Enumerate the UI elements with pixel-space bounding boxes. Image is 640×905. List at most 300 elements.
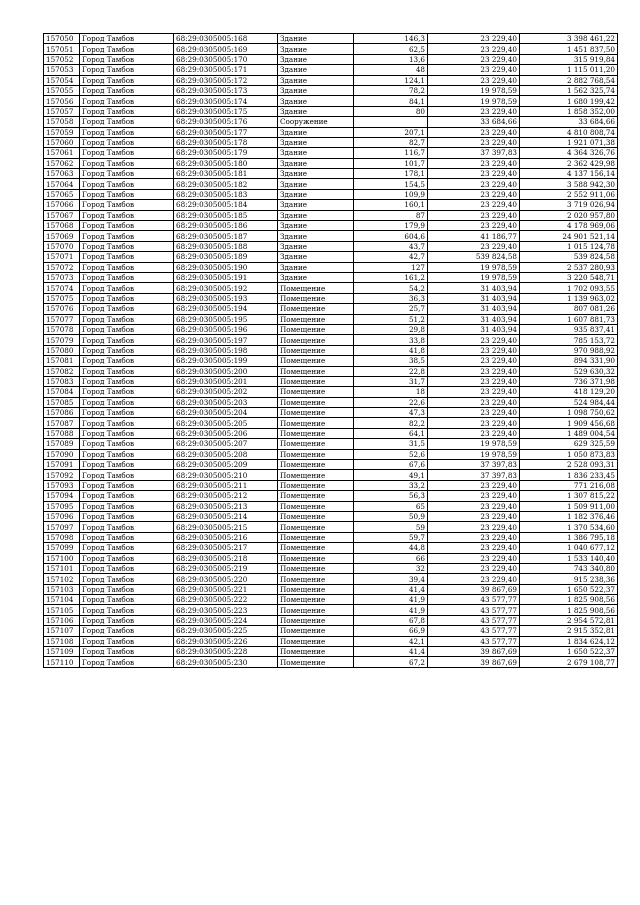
cadastral-value-cell: 2 528 093,31 — [520, 460, 618, 470]
locality-cell: Город Тамбов — [80, 75, 174, 85]
row-id-cell: 157096 — [44, 511, 80, 521]
cadastral-number-cell: 68:29:0305005:213 — [174, 501, 278, 511]
cadastral-number-cell: 68:29:0305005:177 — [174, 127, 278, 137]
area-cell: 22,8 — [354, 366, 428, 376]
locality-cell: Город Тамбов — [80, 335, 174, 345]
locality-cell: Город Тамбов — [80, 324, 174, 334]
locality-cell: Город Тамбов — [80, 543, 174, 553]
locality-cell: Город Тамбов — [80, 189, 174, 199]
row-id-cell: 157110 — [44, 657, 80, 667]
table-row — [44, 460, 618, 470]
cadastral-value-cell: 4 178 969,06 — [520, 221, 618, 231]
unit-value-cell: 31 403,94 — [428, 324, 520, 334]
area-cell: 33,8 — [354, 335, 428, 345]
area-cell: 67,6 — [354, 460, 428, 470]
unit-value-cell: 23 229,40 — [428, 127, 520, 137]
object-type-cell: Помещение — [278, 304, 354, 314]
cadastral-number-cell: 68:29:0305005:194 — [174, 304, 278, 314]
cadastral-value-cell: 3 719 026,94 — [520, 200, 618, 210]
cadastral-number-cell: 68:29:0305005:230 — [174, 657, 278, 667]
table-row — [44, 387, 618, 397]
object-type-cell: Помещение — [278, 532, 354, 542]
cadastral-number-cell: 68:29:0305005:193 — [174, 293, 278, 303]
row-id-cell: 157066 — [44, 200, 80, 210]
cadastral-value-cell: 2 882 768,54 — [520, 75, 618, 85]
unit-value-cell: 23 229,40 — [428, 397, 520, 407]
cadastral-number-cell: 68:29:0305005:226 — [174, 636, 278, 646]
object-type-cell: Помещение — [278, 335, 354, 345]
cadastral-number-cell: 68:29:0305005:212 — [174, 491, 278, 501]
cadastral-number-cell: 68:29:0305005:196 — [174, 324, 278, 334]
area-cell — [354, 117, 428, 127]
object-type-cell: Здание — [278, 34, 354, 44]
area-cell: 80 — [354, 106, 428, 116]
row-id-cell: 157092 — [44, 470, 80, 480]
row-id-cell: 157085 — [44, 397, 80, 407]
unit-value-cell: 23 229,40 — [428, 65, 520, 75]
object-type-cell: Здание — [278, 169, 354, 179]
locality-cell: Город Тамбов — [80, 428, 174, 438]
locality-cell: Город Тамбов — [80, 563, 174, 573]
locality-cell: Город Тамбов — [80, 345, 174, 355]
area-cell: 18 — [354, 387, 428, 397]
cadastral-number-cell: 68:29:0305005:210 — [174, 470, 278, 480]
cadastral-value-cell: 2 954 572,81 — [520, 615, 618, 625]
locality-cell: Город Тамбов — [80, 470, 174, 480]
area-cell: 56,3 — [354, 491, 428, 501]
area-cell: 161,2 — [354, 272, 428, 282]
object-type-cell: Помещение — [278, 283, 354, 293]
object-type-cell: Помещение — [278, 428, 354, 438]
object-type-cell: Помещение — [278, 324, 354, 334]
table-row — [44, 179, 618, 189]
object-type-cell: Здание — [278, 189, 354, 199]
row-id-cell: 157071 — [44, 252, 80, 262]
cadastral-value-cell: 1 489 004,54 — [520, 428, 618, 438]
area-cell: 127 — [354, 262, 428, 272]
object-type-cell: Здание — [278, 85, 354, 95]
area-cell: 41,8 — [354, 345, 428, 355]
object-type-cell: Помещение — [278, 408, 354, 418]
unit-value-cell: 23 229,40 — [428, 75, 520, 85]
table-row — [44, 376, 618, 386]
table-row — [44, 262, 618, 272]
cadastral-value-cell: 3 398 461,22 — [520, 34, 618, 44]
object-type-cell: Здание — [278, 241, 354, 251]
cadastral-value-cell: 2 020 957,80 — [520, 210, 618, 220]
object-type-cell: Сооружение — [278, 117, 354, 127]
unit-value-cell: 23 229,40 — [428, 241, 520, 251]
table-row — [44, 65, 618, 75]
cadastral-value-cell: 736 371,98 — [520, 376, 618, 386]
cadastral-number-cell: 68:29:0305005:192 — [174, 283, 278, 293]
cadastral-number-cell: 68:29:0305005:171 — [174, 65, 278, 75]
cadastral-value-cell: 1 098 750,62 — [520, 408, 618, 418]
cadastral-value-cell: 2 362 429,98 — [520, 158, 618, 168]
locality-cell: Город Тамбов — [80, 314, 174, 324]
cadastral-value-cell: 1 386 795,18 — [520, 532, 618, 542]
object-type-cell: Здание — [278, 262, 354, 272]
object-type-cell: Помещение — [278, 626, 354, 636]
table-row — [44, 428, 618, 438]
object-type-cell: Помещение — [278, 543, 354, 553]
locality-cell: Город Тамбов — [80, 647, 174, 657]
row-id-cell: 157077 — [44, 314, 80, 324]
unit-value-cell: 43 577,77 — [428, 626, 520, 636]
area-cell: 47,3 — [354, 408, 428, 418]
cadastral-number-cell: 68:29:0305005:189 — [174, 252, 278, 262]
locality-cell: Город Тамбов — [80, 96, 174, 106]
unit-value-cell: 39 867,69 — [428, 584, 520, 594]
unit-value-cell: 23 229,40 — [428, 356, 520, 366]
area-cell: 67,8 — [354, 615, 428, 625]
cadastral-number-cell: 68:29:0305005:195 — [174, 314, 278, 324]
unit-value-cell: 37 397,83 — [428, 148, 520, 158]
locality-cell: Город Тамбов — [80, 85, 174, 95]
row-id-cell: 157084 — [44, 387, 80, 397]
cadastral-number-cell: 68:29:0305005:217 — [174, 543, 278, 553]
object-type-cell: Здание — [278, 210, 354, 220]
area-cell: 604,6 — [354, 231, 428, 241]
locality-cell: Город Тамбов — [80, 460, 174, 470]
cadastral-value-cell: 1 825 908,56 — [520, 605, 618, 615]
object-type-cell: Помещение — [278, 376, 354, 386]
table-row — [44, 657, 618, 667]
cadastral-value-cell: 2 552 911,06 — [520, 189, 618, 199]
table-row — [44, 117, 618, 127]
table-row — [44, 470, 618, 480]
object-type-cell: Помещение — [278, 605, 354, 615]
row-id-cell: 157078 — [44, 324, 80, 334]
area-cell: 66 — [354, 553, 428, 563]
row-id-cell: 157067 — [44, 210, 80, 220]
table-row — [44, 501, 618, 511]
area-cell: 207,1 — [354, 127, 428, 137]
cadastral-value-cell: 1 858 352,00 — [520, 106, 618, 116]
row-id-cell: 157100 — [44, 553, 80, 563]
cadastral-number-cell: 68:29:0305005:182 — [174, 179, 278, 189]
unit-value-cell: 23 229,40 — [428, 34, 520, 44]
cadastral-number-cell: 68:29:0305005:180 — [174, 158, 278, 168]
table-row — [44, 522, 618, 532]
area-cell: 22,6 — [354, 397, 428, 407]
cadastral-value-cell: 1 650 522,37 — [520, 647, 618, 657]
area-cell: 62,5 — [354, 44, 428, 54]
row-id-cell: 157091 — [44, 460, 80, 470]
table-row — [44, 626, 618, 636]
unit-value-cell: 23 229,40 — [428, 418, 520, 428]
cadastral-value-cell: 4 364 326,76 — [520, 148, 618, 158]
locality-cell: Город Тамбов — [80, 626, 174, 636]
locality-cell: Город Тамбов — [80, 106, 174, 116]
area-cell: 65 — [354, 501, 428, 511]
cadastral-value-cell: 1 834 624,12 — [520, 636, 618, 646]
cadastral-value-cell: 1 909 456,68 — [520, 418, 618, 428]
table-row — [44, 356, 618, 366]
unit-value-cell: 19 978,59 — [428, 439, 520, 449]
object-type-cell: Помещение — [278, 397, 354, 407]
area-cell: 52,6 — [354, 449, 428, 459]
locality-cell: Город Тамбов — [80, 262, 174, 272]
row-id-cell: 157079 — [44, 335, 80, 345]
object-type-cell: Помещение — [278, 553, 354, 563]
object-type-cell: Помещение — [278, 511, 354, 521]
unit-value-cell: 23 229,40 — [428, 376, 520, 386]
object-type-cell: Помещение — [278, 491, 354, 501]
area-cell: 67,2 — [354, 657, 428, 667]
table-row — [44, 574, 618, 584]
table-row — [44, 34, 618, 44]
cadastral-number-cell: 68:29:0305005:215 — [174, 522, 278, 532]
table-body — [44, 34, 618, 668]
locality-cell: Город Тамбов — [80, 283, 174, 293]
object-type-cell: Здание — [278, 106, 354, 116]
cadastral-number-cell: 68:29:0305005:169 — [174, 44, 278, 54]
table-row — [44, 636, 618, 646]
cadastral-number-cell: 68:29:0305005:184 — [174, 200, 278, 210]
locality-cell: Город Тамбов — [80, 574, 174, 584]
area-cell: 84,1 — [354, 96, 428, 106]
object-type-cell: Помещение — [278, 563, 354, 573]
unit-value-cell: 19 978,59 — [428, 262, 520, 272]
area-cell: 66,9 — [354, 626, 428, 636]
area-cell: 13,6 — [354, 54, 428, 64]
cadastral-value-cell: 1 921 071,38 — [520, 137, 618, 147]
table-row — [44, 366, 618, 376]
locality-cell: Город Тамбов — [80, 44, 174, 54]
row-id-cell: 157105 — [44, 605, 80, 615]
object-type-cell: Помещение — [278, 314, 354, 324]
locality-cell: Город Тамбов — [80, 439, 174, 449]
cadastral-number-cell: 68:29:0305005:200 — [174, 366, 278, 376]
area-cell: 160,1 — [354, 200, 428, 210]
row-id-cell: 157080 — [44, 345, 80, 355]
object-type-cell: Здание — [278, 252, 354, 262]
cadastral-number-cell: 68:29:0305005:174 — [174, 96, 278, 106]
row-id-cell: 157093 — [44, 480, 80, 490]
locality-cell: Город Тамбов — [80, 522, 174, 532]
unit-value-cell: 539 824,58 — [428, 252, 520, 262]
cadastral-number-cell: 68:29:0305005:168 — [174, 34, 278, 44]
table-row — [44, 241, 618, 251]
cadastral-value-table — [43, 33, 618, 668]
row-id-cell: 157083 — [44, 376, 80, 386]
object-type-cell: Здание — [278, 179, 354, 189]
cadastral-value-cell: 1 040 677,12 — [520, 543, 618, 553]
object-type-cell: Помещение — [278, 501, 354, 511]
cadastral-value-cell: 970 988,92 — [520, 345, 618, 355]
cadastral-value-cell: 1 182 376,46 — [520, 511, 618, 521]
unit-value-cell: 43 577,77 — [428, 605, 520, 615]
row-id-cell: 157097 — [44, 522, 80, 532]
unit-value-cell: 23 229,40 — [428, 335, 520, 345]
locality-cell: Город Тамбов — [80, 376, 174, 386]
cadastral-number-cell: 68:29:0305005:197 — [174, 335, 278, 345]
unit-value-cell: 23 229,40 — [428, 210, 520, 220]
cadastral-value-cell: 894 331,90 — [520, 356, 618, 366]
cadastral-value-cell: 418 129,20 — [520, 387, 618, 397]
cadastral-value-cell: 524 984,44 — [520, 397, 618, 407]
row-id-cell: 157057 — [44, 106, 80, 116]
table-row — [44, 532, 618, 542]
row-id-cell: 157094 — [44, 491, 80, 501]
unit-value-cell: 23 229,40 — [428, 200, 520, 210]
area-cell: 50,9 — [354, 511, 428, 521]
cadastral-value-cell: 1 836 233,45 — [520, 470, 618, 480]
area-cell: 109,9 — [354, 189, 428, 199]
unit-value-cell: 23 229,40 — [428, 387, 520, 397]
unit-value-cell: 23 229,40 — [428, 511, 520, 521]
unit-value-cell: 19 978,59 — [428, 272, 520, 282]
table-row — [44, 324, 618, 334]
locality-cell: Город Тамбов — [80, 501, 174, 511]
object-type-cell: Помещение — [278, 480, 354, 490]
area-cell: 31,5 — [354, 439, 428, 449]
cadastral-value-cell: 1 825 908,56 — [520, 595, 618, 605]
cadastral-number-cell: 68:29:0305005:172 — [174, 75, 278, 85]
unit-value-cell: 23 229,40 — [428, 44, 520, 54]
row-id-cell: 157060 — [44, 137, 80, 147]
row-id-cell: 157062 — [44, 158, 80, 168]
locality-cell: Город Тамбов — [80, 356, 174, 366]
area-cell: 64,1 — [354, 428, 428, 438]
locality-cell: Город Тамбов — [80, 605, 174, 615]
locality-cell: Город Тамбов — [80, 65, 174, 75]
locality-cell: Город Тамбов — [80, 169, 174, 179]
area-cell: 29,8 — [354, 324, 428, 334]
cadastral-number-cell: 68:29:0305005:218 — [174, 553, 278, 563]
row-id-cell: 157074 — [44, 283, 80, 293]
area-cell: 38,5 — [354, 356, 428, 366]
unit-value-cell: 23 229,40 — [428, 137, 520, 147]
object-type-cell: Помещение — [278, 387, 354, 397]
row-id-cell: 157065 — [44, 189, 80, 199]
object-type-cell: Помещение — [278, 345, 354, 355]
row-id-cell: 157050 — [44, 34, 80, 44]
object-type-cell: Помещение — [278, 636, 354, 646]
row-id-cell: 157069 — [44, 231, 80, 241]
table-row — [44, 137, 618, 147]
cadastral-value-cell: 4 810 808,74 — [520, 127, 618, 137]
locality-cell: Город Тамбов — [80, 304, 174, 314]
row-id-cell: 157056 — [44, 96, 80, 106]
row-id-cell: 157055 — [44, 85, 80, 95]
cadastral-number-cell: 68:29:0305005:199 — [174, 356, 278, 366]
table-row — [44, 221, 618, 231]
row-id-cell: 157051 — [44, 44, 80, 54]
cadastral-value-cell: 1 307 815,22 — [520, 491, 618, 501]
cadastral-value-cell: 2 537 280,93 — [520, 262, 618, 272]
unit-value-cell: 31 403,94 — [428, 314, 520, 324]
row-id-cell: 157052 — [44, 54, 80, 64]
area-cell: 42,7 — [354, 252, 428, 262]
cadastral-number-cell: 68:29:0305005:214 — [174, 511, 278, 521]
cadastral-number-cell: 68:29:0305005:190 — [174, 262, 278, 272]
row-id-cell: 157101 — [44, 563, 80, 573]
row-id-cell: 157102 — [44, 574, 80, 584]
row-id-cell: 157073 — [44, 272, 80, 282]
cadastral-value-cell: 1 562 325,74 — [520, 85, 618, 95]
table-row — [44, 272, 618, 282]
row-id-cell: 157063 — [44, 169, 80, 179]
row-id-cell: 157104 — [44, 595, 80, 605]
unit-value-cell: 23 229,40 — [428, 54, 520, 64]
table-row — [44, 44, 618, 54]
locality-cell: Город Тамбов — [80, 397, 174, 407]
row-id-cell: 157075 — [44, 293, 80, 303]
area-cell: 48 — [354, 65, 428, 75]
table-row — [44, 304, 618, 314]
locality-cell: Город Тамбов — [80, 615, 174, 625]
unit-value-cell: 23 229,40 — [428, 574, 520, 584]
cadastral-value-cell: 1 115 011,20 — [520, 65, 618, 75]
area-cell: 101,7 — [354, 158, 428, 168]
area-cell: 31,7 — [354, 376, 428, 386]
cadastral-value-cell: 629 325,59 — [520, 439, 618, 449]
table-row — [44, 106, 618, 116]
row-id-cell: 157088 — [44, 428, 80, 438]
row-id-cell: 157064 — [44, 179, 80, 189]
cadastral-value-cell: 529 630,32 — [520, 366, 618, 376]
object-type-cell: Помещение — [278, 522, 354, 532]
object-type-cell: Помещение — [278, 657, 354, 667]
object-type-cell: Помещение — [278, 366, 354, 376]
cadastral-number-cell: 68:29:0305005:175 — [174, 106, 278, 116]
unit-value-cell: 23 229,40 — [428, 158, 520, 168]
area-cell: 146,3 — [354, 34, 428, 44]
cadastral-number-cell: 68:29:0305005:221 — [174, 584, 278, 594]
object-type-cell: Помещение — [278, 356, 354, 366]
area-cell: 82,2 — [354, 418, 428, 428]
cadastral-number-cell: 68:29:0305005:183 — [174, 189, 278, 199]
locality-cell: Город Тамбов — [80, 408, 174, 418]
cadastral-value-cell: 1 680 199,42 — [520, 96, 618, 106]
locality-cell: Город Тамбов — [80, 137, 174, 147]
table-row — [44, 293, 618, 303]
locality-cell: Город Тамбов — [80, 511, 174, 521]
locality-cell: Город Тамбов — [80, 221, 174, 231]
object-type-cell: Помещение — [278, 470, 354, 480]
cadastral-value-cell: 33 684,66 — [520, 117, 618, 127]
table-row — [44, 314, 618, 324]
cadastral-number-cell: 68:29:0305005:185 — [174, 210, 278, 220]
cadastral-number-cell: 68:29:0305005:203 — [174, 397, 278, 407]
unit-value-cell: 23 229,40 — [428, 169, 520, 179]
unit-value-cell: 23 229,40 — [428, 553, 520, 563]
cadastral-value-cell: 1 370 534,60 — [520, 522, 618, 532]
row-id-cell: 157076 — [44, 304, 80, 314]
table-row — [44, 96, 618, 106]
area-cell: 154,5 — [354, 179, 428, 189]
unit-value-cell: 23 229,40 — [428, 522, 520, 532]
cadastral-value-cell: 1 451 837,50 — [520, 44, 618, 54]
cadastral-number-cell: 68:29:0305005:170 — [174, 54, 278, 64]
table-row — [44, 200, 618, 210]
unit-value-cell: 23 229,40 — [428, 480, 520, 490]
unit-value-cell: 37 397,83 — [428, 470, 520, 480]
object-type-cell: Помещение — [278, 439, 354, 449]
table-row — [44, 605, 618, 615]
table-row — [44, 85, 618, 95]
row-id-cell: 157068 — [44, 221, 80, 231]
object-type-cell: Помещение — [278, 584, 354, 594]
unit-value-cell: 23 229,40 — [428, 345, 520, 355]
area-cell: 36,3 — [354, 293, 428, 303]
locality-cell: Город Тамбов — [80, 148, 174, 158]
object-type-cell: Здание — [278, 96, 354, 106]
table-row — [44, 335, 618, 345]
cadastral-value-cell: 3 220 548,71 — [520, 272, 618, 282]
